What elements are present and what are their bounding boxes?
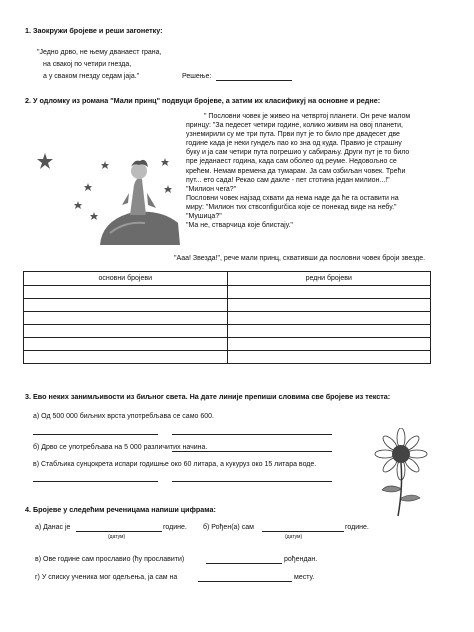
table-cell[interactable] [227, 325, 431, 338]
passage-line: године када је неки гундељ пао ко зна од куда. Правио је страшну [186, 140, 402, 148]
task2-heading: 2. У одломку из романа "Мали принц" подвуци бројеве, а затим их класификуј на основне и редне: [25, 96, 381, 105]
table-cell[interactable] [24, 299, 228, 312]
passage-line: " Пословни човек је живео на четвртој планети. Он рече малом [204, 113, 411, 120]
passage-line: узнемирили су ме три пута. Први пут је то било пре двадесет две [186, 131, 400, 139]
sunflower-illustration [368, 428, 434, 518]
passage-line: принцу: "За педесет четири године, колико живим на овој планети, [186, 122, 403, 130]
table-cell[interactable] [227, 286, 431, 299]
table-cell[interactable] [24, 286, 228, 299]
task4-v-prefix: в) Ове године сам прославио (ћу прославити) [35, 556, 185, 563]
task4-v-suffix: рођендан. [284, 556, 318, 563]
task4-g-suffix: месту. [294, 574, 315, 581]
riddle-line-3: а у сваком гнезду седам јаја." [43, 73, 140, 80]
task3-heading: 3. Ево неких занимљивости из биљног света. На дате линије препиши словима све бројеве из текста: [25, 392, 391, 401]
passage-line: буку и ја сам четири пута погрешио у сабирању. Други пут је то било [186, 149, 410, 157]
answer-blank[interactable] [216, 80, 292, 81]
date-hint-a: (датум) [108, 534, 126, 540]
passage [186, 112, 410, 230]
table-cell[interactable] [24, 351, 228, 364]
table-cell[interactable] [227, 351, 431, 364]
task4-b-prefix: б) Рођен(а) сам [203, 524, 254, 531]
answer-label: Решење: [182, 73, 212, 80]
task4-a-prefix: а) Данас је [35, 524, 71, 531]
class-list-blank[interactable] [198, 581, 292, 582]
task3-item-a: а) Од 500 000 биљних врста употребљава се само 600. [33, 413, 214, 420]
task3-blank[interactable] [172, 434, 332, 435]
task3-blank[interactable] [172, 481, 332, 482]
column-header-ordinal: редни бројеви [227, 272, 431, 286]
table-cell[interactable] [24, 312, 228, 325]
birthday-blank[interactable] [206, 563, 282, 564]
task3-blank[interactable] [172, 451, 332, 452]
riddle-line-1: "Једно дрво, не њему дванаест грана, [37, 49, 162, 56]
passage-last-line: "Ааа! Звезда!", рече мали принц, схвативши да пословни човек броји звезде. [174, 255, 426, 262]
little-prince-illustration [30, 113, 180, 245]
task4-heading: 4. Бројеве у следећим реченицама напиши цифрама: [25, 505, 216, 514]
task3-blank[interactable] [33, 481, 158, 482]
passage-line: пут... ето сада! Рекао сам дакле - пет стотина један милион...!" [186, 176, 390, 184]
date-hint-b: (датум) [285, 534, 303, 540]
task4-b-suffix: године. [345, 524, 369, 531]
number-classification-table [23, 271, 431, 364]
table-cell[interactable] [227, 312, 431, 325]
passage-line: крећем. Немам времена да тумарам. Ја сам озбиљан човек. Трећи [186, 167, 406, 175]
table-cell[interactable] [24, 338, 228, 351]
task1-heading: 1. Заокружи бројеве и реши загонетку: [25, 26, 163, 35]
task4-g-prefix: г) У списку ученика мог одељења, ја сам на [35, 574, 178, 581]
task3-blank[interactable] [33, 434, 158, 435]
date-blank-b[interactable] [262, 531, 344, 532]
date-blank-a[interactable] [76, 531, 162, 532]
table-cell[interactable] [24, 325, 228, 338]
table-cell[interactable] [227, 338, 431, 351]
passage-line: "Ма не, ствapчица које блистају." [186, 222, 293, 230]
passage-line: миру: "Милион тих ствconfigurčica које се понекад виде на небу." [186, 203, 397, 211]
passage-line: Пословни човек најзад схвати да нема наде да ће га оставити на [186, 194, 399, 202]
task4-a-suffix: године. [163, 524, 187, 531]
passage-line: пре једанаест година, када сам оболео од реуме. Недовољно се [186, 158, 397, 166]
task3-item-v: в) Стабљика сунцокрета испари годишње око 60 литара, а кукуруз око 15 литара воде. [33, 461, 317, 468]
passage-line: "Милион чега?" [186, 185, 237, 193]
riddle-line-2: на свакој по четири гнезда, [43, 61, 132, 68]
table-cell[interactable] [227, 299, 431, 312]
passage-line: "Мушица?" [186, 213, 222, 221]
task3-item-b: б) Дрво се употребљава на 5 000 различитих начина. [33, 444, 208, 451]
column-header-cardinal: основни бројеви [24, 272, 228, 286]
